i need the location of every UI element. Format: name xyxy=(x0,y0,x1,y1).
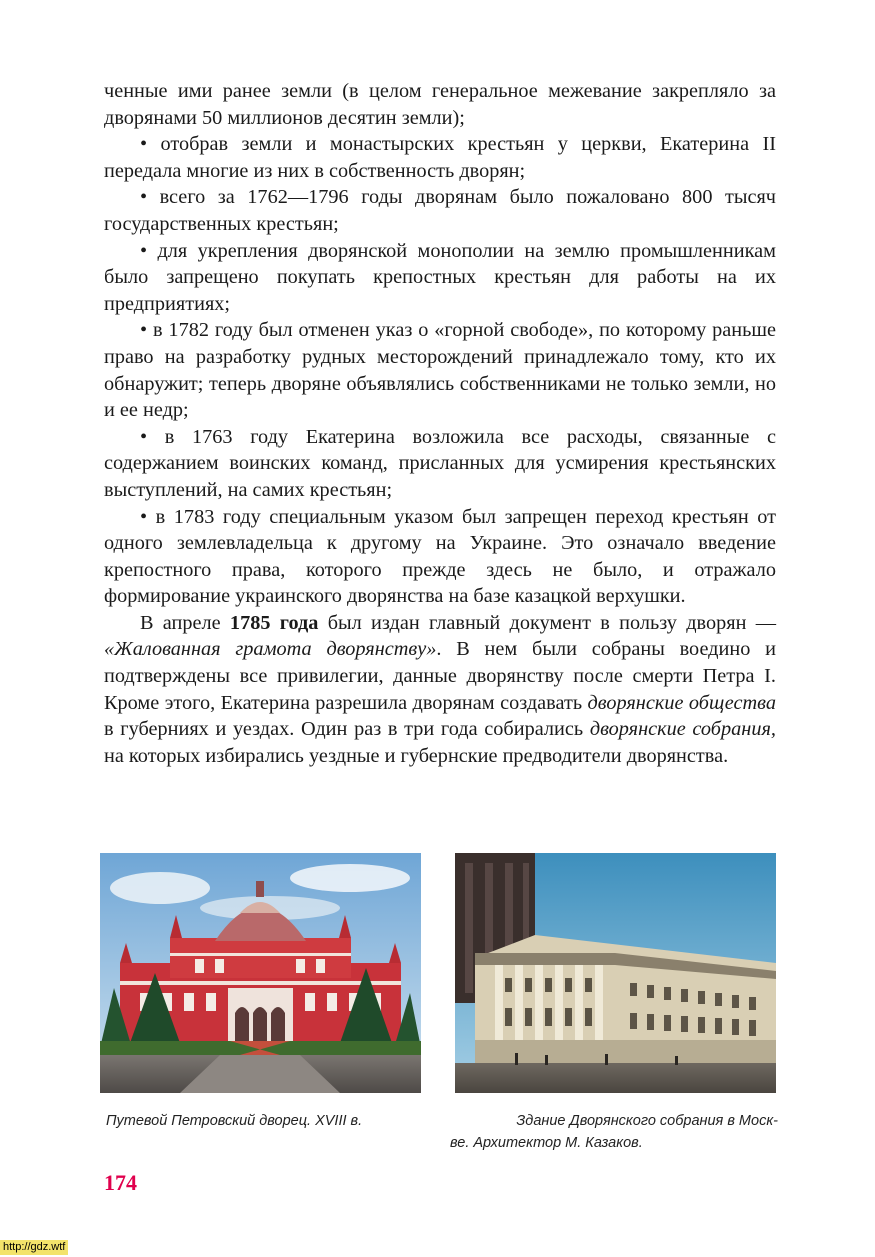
text-run: в губерниях и уездах. Один раз в три года собирались xyxy=(104,718,590,741)
bullet-paragraph: • в 1783 году специальным указом был запрещен переход крестьян от одного землевладельца к другому на Украине. Это означало введение крепостного права, которого прежде здесь не было, и отражало формирование украинского дворянства на базе казацкой верхушки. xyxy=(104,505,776,608)
caption-left: Путевой Петровский дворец. XVIII в. xyxy=(106,1113,363,1129)
bold-year: 1785 года xyxy=(229,611,319,634)
palace-illustration xyxy=(100,853,421,1093)
text-run: . В нем были собраны воедино и подтверждены все привилегии, данные дворянству после смерти Петра I. Кроме этого, Екатерина разрешила дворянам создавать xyxy=(104,638,776,714)
italic-term-societies: дворянские общества xyxy=(587,691,776,714)
charter-paragraph xyxy=(104,610,776,770)
assembly-illustration xyxy=(455,853,776,1093)
bullet-paragraph: • всего за 1762—1796 годы дворянам было пожаловано 800 тысяч государственных крестьян; xyxy=(104,186,776,235)
text-run: В апреле xyxy=(140,611,230,634)
caption-right xyxy=(448,1110,778,1154)
bullet-paragraph: • в 1782 году был отменен указ о «горной свободе», по которому раньше право на разработку рудных месторождений принадлежало тому, кто их обнаружит; теперь дворяне объявлялись собственниками не только земли, но и ее недр; xyxy=(104,319,776,422)
page-number: 174 xyxy=(104,1170,137,1195)
photo-petrovsky-palace xyxy=(100,853,421,1093)
bullet-paragraph: • отобрав земли и монастырских крестьян у церкви, Екатерина II передала многие из них в собственность дворян; xyxy=(104,133,776,182)
bullet-paragraph: • для укрепления дворянской монополии на землю промышленникам было запрещено покупать крепостных крестьян для работы на их предприятиях; xyxy=(104,239,776,315)
paragraph: ченные ими ранее земли (в целом генеральное межевание закрепляло за дворянами 50 миллионов десятин земли); xyxy=(104,80,776,129)
caption-right-line: ве. Архитектор М. Казаков. xyxy=(450,1135,643,1151)
text-run: был издан главный документ в пользу дворян — xyxy=(318,611,776,634)
text-run: на которых избирались уездные и губернские предводители дворянства. xyxy=(104,744,729,767)
body-text xyxy=(104,78,776,769)
photo-noble-assembly xyxy=(455,853,776,1093)
caption-right-line: Здание Дворянского собрания в Моск- xyxy=(516,1113,778,1129)
bullet-paragraph: • в 1763 году Екатерина возложила все расходы, связанные с содержанием воинских команд, присланных для усмирения крестьянских выступлений, на самих крестьян; xyxy=(104,425,776,501)
italic-charter-title: «Жалованная грамота дворянству» xyxy=(104,638,437,661)
watermark-link[interactable]: http://gdz.wtf xyxy=(0,1240,68,1255)
italic-term-assemblies: дворянские собрания, xyxy=(589,718,776,741)
